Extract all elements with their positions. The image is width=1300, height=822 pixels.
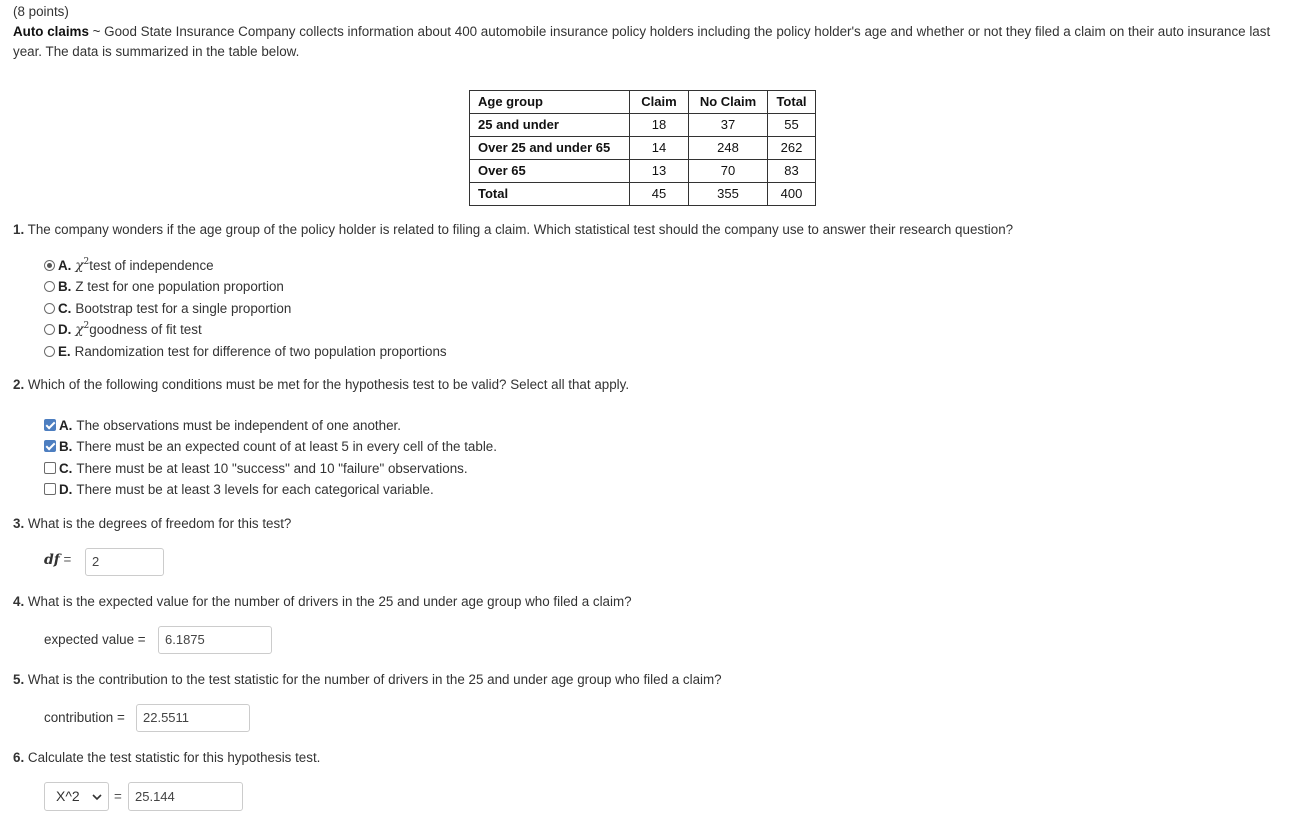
question-6 <box>13 750 320 765</box>
chevron-down-icon <box>92 784 102 821</box>
chi-square-symbol: $\chi^2$ <box>75 256 90 274</box>
expected-value-input[interactable]: 6.1875 <box>158 626 272 654</box>
question-text: Calculate the test statistic for this hypothesis test. <box>24 750 321 765</box>
option-text: There must be at least 10 "success" and 10 "failure" observations. <box>76 460 468 476</box>
checkbox[interactable] <box>44 440 56 452</box>
cell-no-claim: 355 <box>689 183 768 206</box>
table-header-row <box>470 91 816 114</box>
col-header-no-claim: No Claim <box>689 91 768 114</box>
q2-option-b[interactable] <box>44 437 497 455</box>
option-text: There must be an expected count of at least 5 in every cell of the table. <box>76 438 497 454</box>
radio-button[interactable] <box>44 303 55 314</box>
question-number: 2. <box>13 377 25 392</box>
q2-option-d[interactable] <box>44 480 434 498</box>
df-label: df <box>44 552 60 568</box>
cell-claim: 14 <box>630 137 689 160</box>
expected-value-label: expected value = <box>44 632 146 647</box>
row-label: Over 25 and under 65 <box>470 137 630 160</box>
col-header-total: Total <box>768 91 816 114</box>
cell-claim: 45 <box>630 183 689 206</box>
table-row <box>470 137 816 160</box>
checkbox[interactable] <box>44 419 56 431</box>
cell-total: 400 <box>768 183 816 206</box>
question-number: 5. <box>13 672 25 687</box>
question-1 <box>13 222 1013 237</box>
question-5 <box>13 672 722 687</box>
radio-button[interactable] <box>44 324 55 335</box>
question-text: What is the contribution to the test statistic for the number of drivers in the 25 and under age group who filed a claim? <box>24 672 722 687</box>
df-label-group <box>44 552 71 568</box>
radio-button[interactable] <box>44 281 55 292</box>
cell-total: 83 <box>768 160 816 183</box>
problem-description: ~ Good State Insurance Company collects information about 400 automobile insurance policy holders including the policy holder's age and whether or not they filed a claim on their auto insurance last year. The data is summarized in the table below. <box>13 24 1271 59</box>
question-text: What is the expected value for the number of drivers in the 25 and under age group who filed a claim? <box>24 594 632 609</box>
option-letter: C. <box>58 300 72 316</box>
option-text: Z test for one population proportion <box>75 278 284 294</box>
df-input[interactable]: 2 <box>85 548 164 576</box>
question-number: 6. <box>13 750 25 765</box>
equals-sign: = <box>114 789 122 804</box>
contribution-input[interactable]: 22.5511 <box>136 704 250 732</box>
checkbox[interactable] <box>44 462 56 474</box>
option-letter: D. <box>58 321 72 337</box>
cell-no-claim: 70 <box>689 160 768 183</box>
option-letter: B. <box>58 278 72 294</box>
option-text: goodness of fit test <box>89 321 202 337</box>
option-letter: E. <box>58 343 71 359</box>
equals-sign: = <box>63 552 72 567</box>
q1-option-b[interactable] <box>44 277 284 295</box>
table-row <box>470 183 816 206</box>
q1-option-d[interactable] <box>44 320 202 338</box>
statistic-select-value: X^2 <box>56 788 80 804</box>
contingency-table <box>469 90 816 206</box>
option-letter: B. <box>59 438 73 454</box>
option-text: test of independence <box>89 257 214 273</box>
q2-option-a[interactable] <box>44 416 401 434</box>
contribution-label: contribution = <box>44 710 125 725</box>
question-number: 4. <box>13 594 25 609</box>
table-row <box>470 160 816 183</box>
question-number: 3. <box>13 516 25 531</box>
checkbox[interactable] <box>44 483 56 495</box>
q1-option-c[interactable] <box>44 299 291 317</box>
points-label: (8 points) <box>13 4 69 19</box>
option-text: There must be at least 3 levels for each categorical variable. <box>76 481 434 497</box>
question-4 <box>13 594 632 609</box>
row-label: 25 and under <box>470 114 630 137</box>
option-letter: C. <box>59 460 73 476</box>
option-text: Randomization test for difference of two population proportions <box>74 343 447 359</box>
option-letter: D. <box>59 481 73 497</box>
cell-total: 262 <box>768 137 816 160</box>
radio-button[interactable] <box>44 260 55 271</box>
question-text: Which of the following conditions must be met for the hypothesis test to be valid? Select all that apply. <box>24 377 630 392</box>
cell-no-claim: 248 <box>689 137 768 160</box>
cell-no-claim: 37 <box>689 114 768 137</box>
problem-title: Auto claims <box>13 24 89 39</box>
test-statistic-input[interactable]: 25.144 <box>128 782 243 811</box>
option-text: The observations must be independent of one another. <box>76 417 401 433</box>
question-3 <box>13 516 291 531</box>
q1-option-a[interactable] <box>44 256 214 274</box>
cell-total: 55 <box>768 114 816 137</box>
radio-button[interactable] <box>44 346 55 357</box>
question-number: 1. <box>13 222 25 237</box>
option-letter: A. <box>58 257 72 273</box>
q1-option-e[interactable] <box>44 342 447 360</box>
chi-square-symbol: $\chi^2$ <box>75 320 90 338</box>
statistic-select[interactable] <box>44 782 109 811</box>
problem-intro <box>13 2 1288 62</box>
row-label: Over 65 <box>470 160 630 183</box>
col-header-age-group: Age group <box>470 91 630 114</box>
cell-claim: 13 <box>630 160 689 183</box>
question-text: The company wonders if the age group of the policy holder is related to filing a claim. Which statistical test should the company use to answer their research question? <box>24 222 1014 237</box>
option-text: Bootstrap test for a single proportion <box>75 300 292 316</box>
q2-option-c[interactable] <box>44 459 468 477</box>
table-row <box>470 114 816 137</box>
row-label: Total <box>470 183 630 206</box>
col-header-claim: Claim <box>630 91 689 114</box>
cell-claim: 18 <box>630 114 689 137</box>
option-letter: A. <box>59 417 73 433</box>
question-text: What is the degrees of freedom for this test? <box>24 516 292 531</box>
question-2 <box>13 377 629 392</box>
